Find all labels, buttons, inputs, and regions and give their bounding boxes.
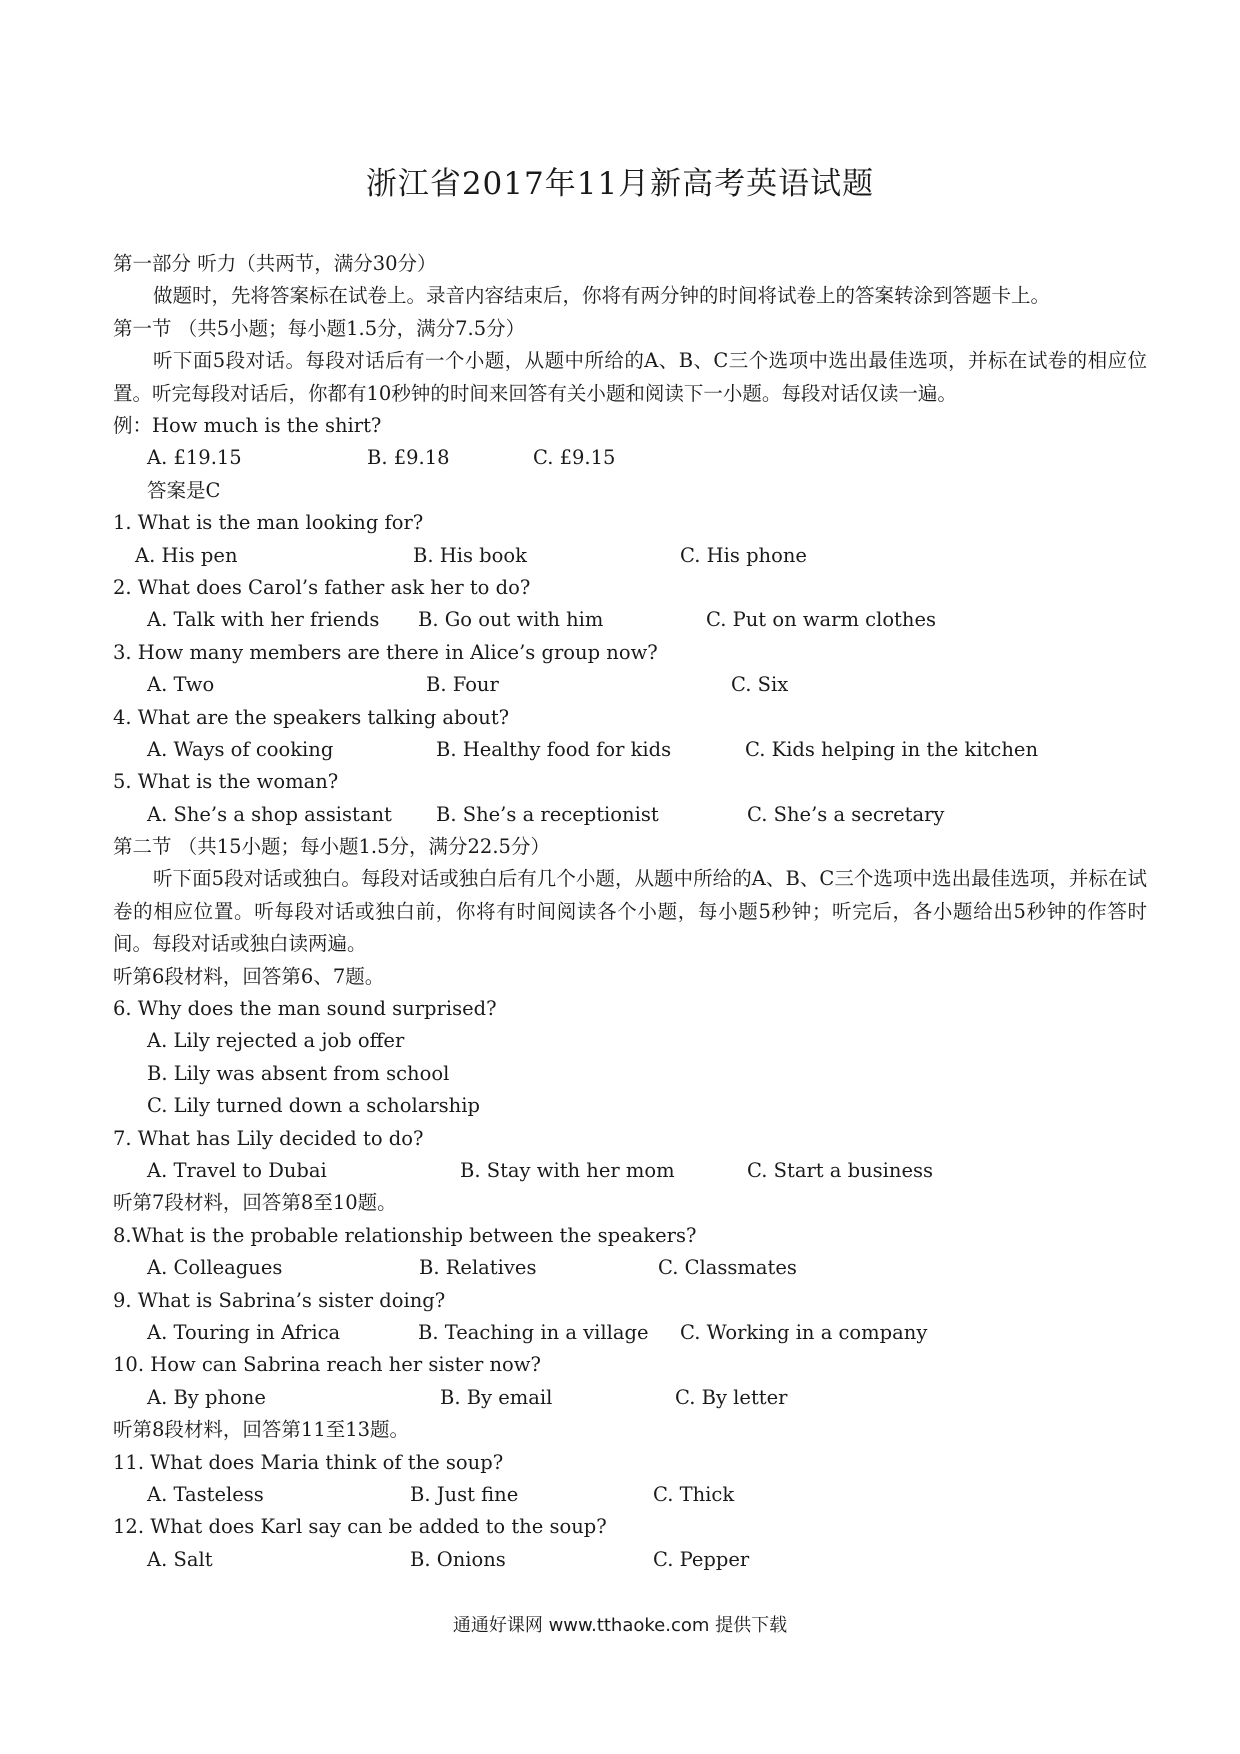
question-1-option-c: C. His phone bbox=[680, 543, 807, 567]
section1-heading: 第一节 （共5小题；每小题1.5分，满分7.5分） bbox=[113, 316, 526, 340]
question-3-option-a: A. Two bbox=[147, 673, 215, 697]
section2-heading: 第二节 （共15小题；每小题1.5分，满分22.5分） bbox=[113, 835, 550, 859]
question-2-option-b: B. Go out with him bbox=[418, 608, 604, 632]
question-3: 3. How many members are there in Alice’s group now? bbox=[113, 640, 658, 664]
example-answer: 答案是C bbox=[147, 478, 221, 502]
question-2-option-a: A. Talk with her friends bbox=[147, 608, 380, 632]
question-1-options bbox=[113, 540, 1147, 572]
question-10-option-b: B. By email bbox=[440, 1385, 553, 1409]
question-11-option-a: A. Tasteless bbox=[147, 1482, 264, 1506]
question-4: 4. What are the speakers talking about? bbox=[113, 705, 510, 729]
question-5-options bbox=[113, 799, 1147, 831]
question-10-option-a: A. By phone bbox=[147, 1385, 266, 1409]
question-12-option-b: B. Onions bbox=[410, 1547, 506, 1571]
question-2-option-c: C. Put on warm clothes bbox=[706, 608, 937, 632]
question-7: 7. What has Lily decided to do? bbox=[113, 1126, 424, 1150]
question-6-option-b: B. Lily was absent from school bbox=[147, 1061, 450, 1085]
question-10: 10. How can Sabrina reach her sister now? bbox=[113, 1353, 541, 1377]
question-8-options bbox=[113, 1252, 1147, 1284]
question-11-options bbox=[113, 1479, 1147, 1511]
question-1-option-b: B. His book bbox=[413, 543, 527, 567]
question-9-option-c: C. Working in a company bbox=[680, 1320, 928, 1344]
question-12-option-c: C. Pepper bbox=[653, 1547, 750, 1571]
question-3-options bbox=[113, 669, 1147, 701]
question-12-options bbox=[113, 1544, 1147, 1576]
question-6-option-a: A. Lily rejected a job offer bbox=[147, 1029, 405, 1053]
question-5: 5. What is the woman? bbox=[113, 770, 339, 794]
question-8-option-a: A. Colleagues bbox=[147, 1256, 283, 1280]
question-8-option-c: C. Classmates bbox=[658, 1256, 797, 1280]
question-6: 6. Why does the man sound surprised? bbox=[113, 997, 497, 1021]
question-12: 12. What does Karl say can be added to the soup? bbox=[113, 1515, 607, 1539]
example-question: 例：How much is the shirt? bbox=[113, 413, 382, 437]
question-6-option-c: C. Lily turned down a scholarship bbox=[147, 1094, 480, 1118]
section2-instruction: 听下面5段对话或独白。每段对话或独白后有几个小题，从题中所给的A、B、C三个选项中选出最佳选项，并标在试卷的相应位置。听每段对话或独白前，你将有时间阅读各个小题，每小题5秒钟；听完后，各小题给出5秒钟的作答时间。每段对话或独白读两遍。 bbox=[113, 867, 1147, 956]
material-6-heading: 听第6段材料，回答第6、7题。 bbox=[113, 964, 385, 988]
question-11: 11. What does Maria think of the soup? bbox=[113, 1450, 504, 1474]
question-9-option-b: B. Teaching in a village bbox=[418, 1320, 649, 1344]
question-8: 8.What is the probable relationship between the speakers? bbox=[113, 1223, 697, 1247]
exam-title: 浙江省2017年11月新高考英语试题 bbox=[365, 166, 875, 202]
question-4-option-c: C. Kids helping in the kitchen bbox=[745, 737, 1039, 761]
question-2: 2. What does Carol’s father ask her to do? bbox=[113, 575, 531, 599]
question-7-options bbox=[113, 1155, 1147, 1187]
question-7-option-b: B. Stay with her mom bbox=[460, 1159, 675, 1183]
material-7-heading: 听第7段材料，回答第8至10题。 bbox=[113, 1191, 397, 1215]
question-4-option-a: A. Ways of cooking bbox=[147, 737, 334, 761]
question-9: 9. What is Sabrina’s sister doing? bbox=[113, 1288, 446, 1312]
example-option-a: A. £19.15 bbox=[147, 446, 242, 470]
part1-heading: 第一部分 听力（共两节，满分30分） bbox=[113, 252, 437, 275]
question-9-options bbox=[113, 1317, 1147, 1349]
download-footer: 通通好课网 www.tthaoke.com 提供下载 bbox=[452, 1615, 788, 1636]
question-12-option-a: A. Salt bbox=[147, 1547, 213, 1571]
question-11-option-c: C. Thick bbox=[653, 1482, 735, 1506]
example-option-b: B. £9.18 bbox=[367, 446, 450, 470]
question-1: 1. What is the man looking for? bbox=[113, 511, 424, 535]
question-7-option-c: C. Start a business bbox=[747, 1159, 934, 1183]
question-4-option-b: B. Healthy food for kids bbox=[436, 737, 672, 761]
question-9-option-a: A. Touring in Africa bbox=[147, 1320, 341, 1344]
question-10-options bbox=[113, 1382, 1147, 1414]
question-11-option-b: B. Just fine bbox=[410, 1482, 519, 1506]
material-8-heading: 听第8段材料，回答第11至13题。 bbox=[113, 1418, 410, 1442]
example-option-c: C. £9.15 bbox=[533, 446, 616, 470]
question-10-option-c: C. By letter bbox=[675, 1385, 788, 1409]
question-3-option-c: C. Six bbox=[731, 673, 789, 697]
question-4-options bbox=[113, 734, 1147, 766]
listening-part bbox=[113, 248, 1147, 1576]
question-8-option-b: B. Relatives bbox=[419, 1256, 537, 1280]
question-2-options bbox=[113, 604, 1147, 636]
part1-instruction: 做题时，先将答案标在试卷上。录音内容结束后，你将有两分钟的时间将试卷上的答案转涂到答题卡上。 bbox=[153, 284, 1051, 308]
example-options bbox=[113, 442, 1147, 474]
question-5-option-a: A. She’s a shop assistant bbox=[147, 802, 392, 826]
question-5-option-c: C. She’s a secretary bbox=[747, 802, 945, 826]
question-7-option-a: A. Travel to Dubai bbox=[147, 1159, 327, 1183]
section1-instruction: 听下面5段对话。每段对话后有一个小题，从题中所给的A、B、C三个选项中选出最佳选项，并标在试卷的相应位置。听完每段对话后，你都有10秒钟的时间来回答有关小题和阅读下一小题。每段对话仅读一遍。 bbox=[113, 349, 1147, 405]
question-1-option-a: A. His pen bbox=[135, 543, 238, 567]
question-5-option-b: B. She’s a receptionist bbox=[436, 802, 659, 826]
question-3-option-b: B. Four bbox=[426, 673, 499, 697]
